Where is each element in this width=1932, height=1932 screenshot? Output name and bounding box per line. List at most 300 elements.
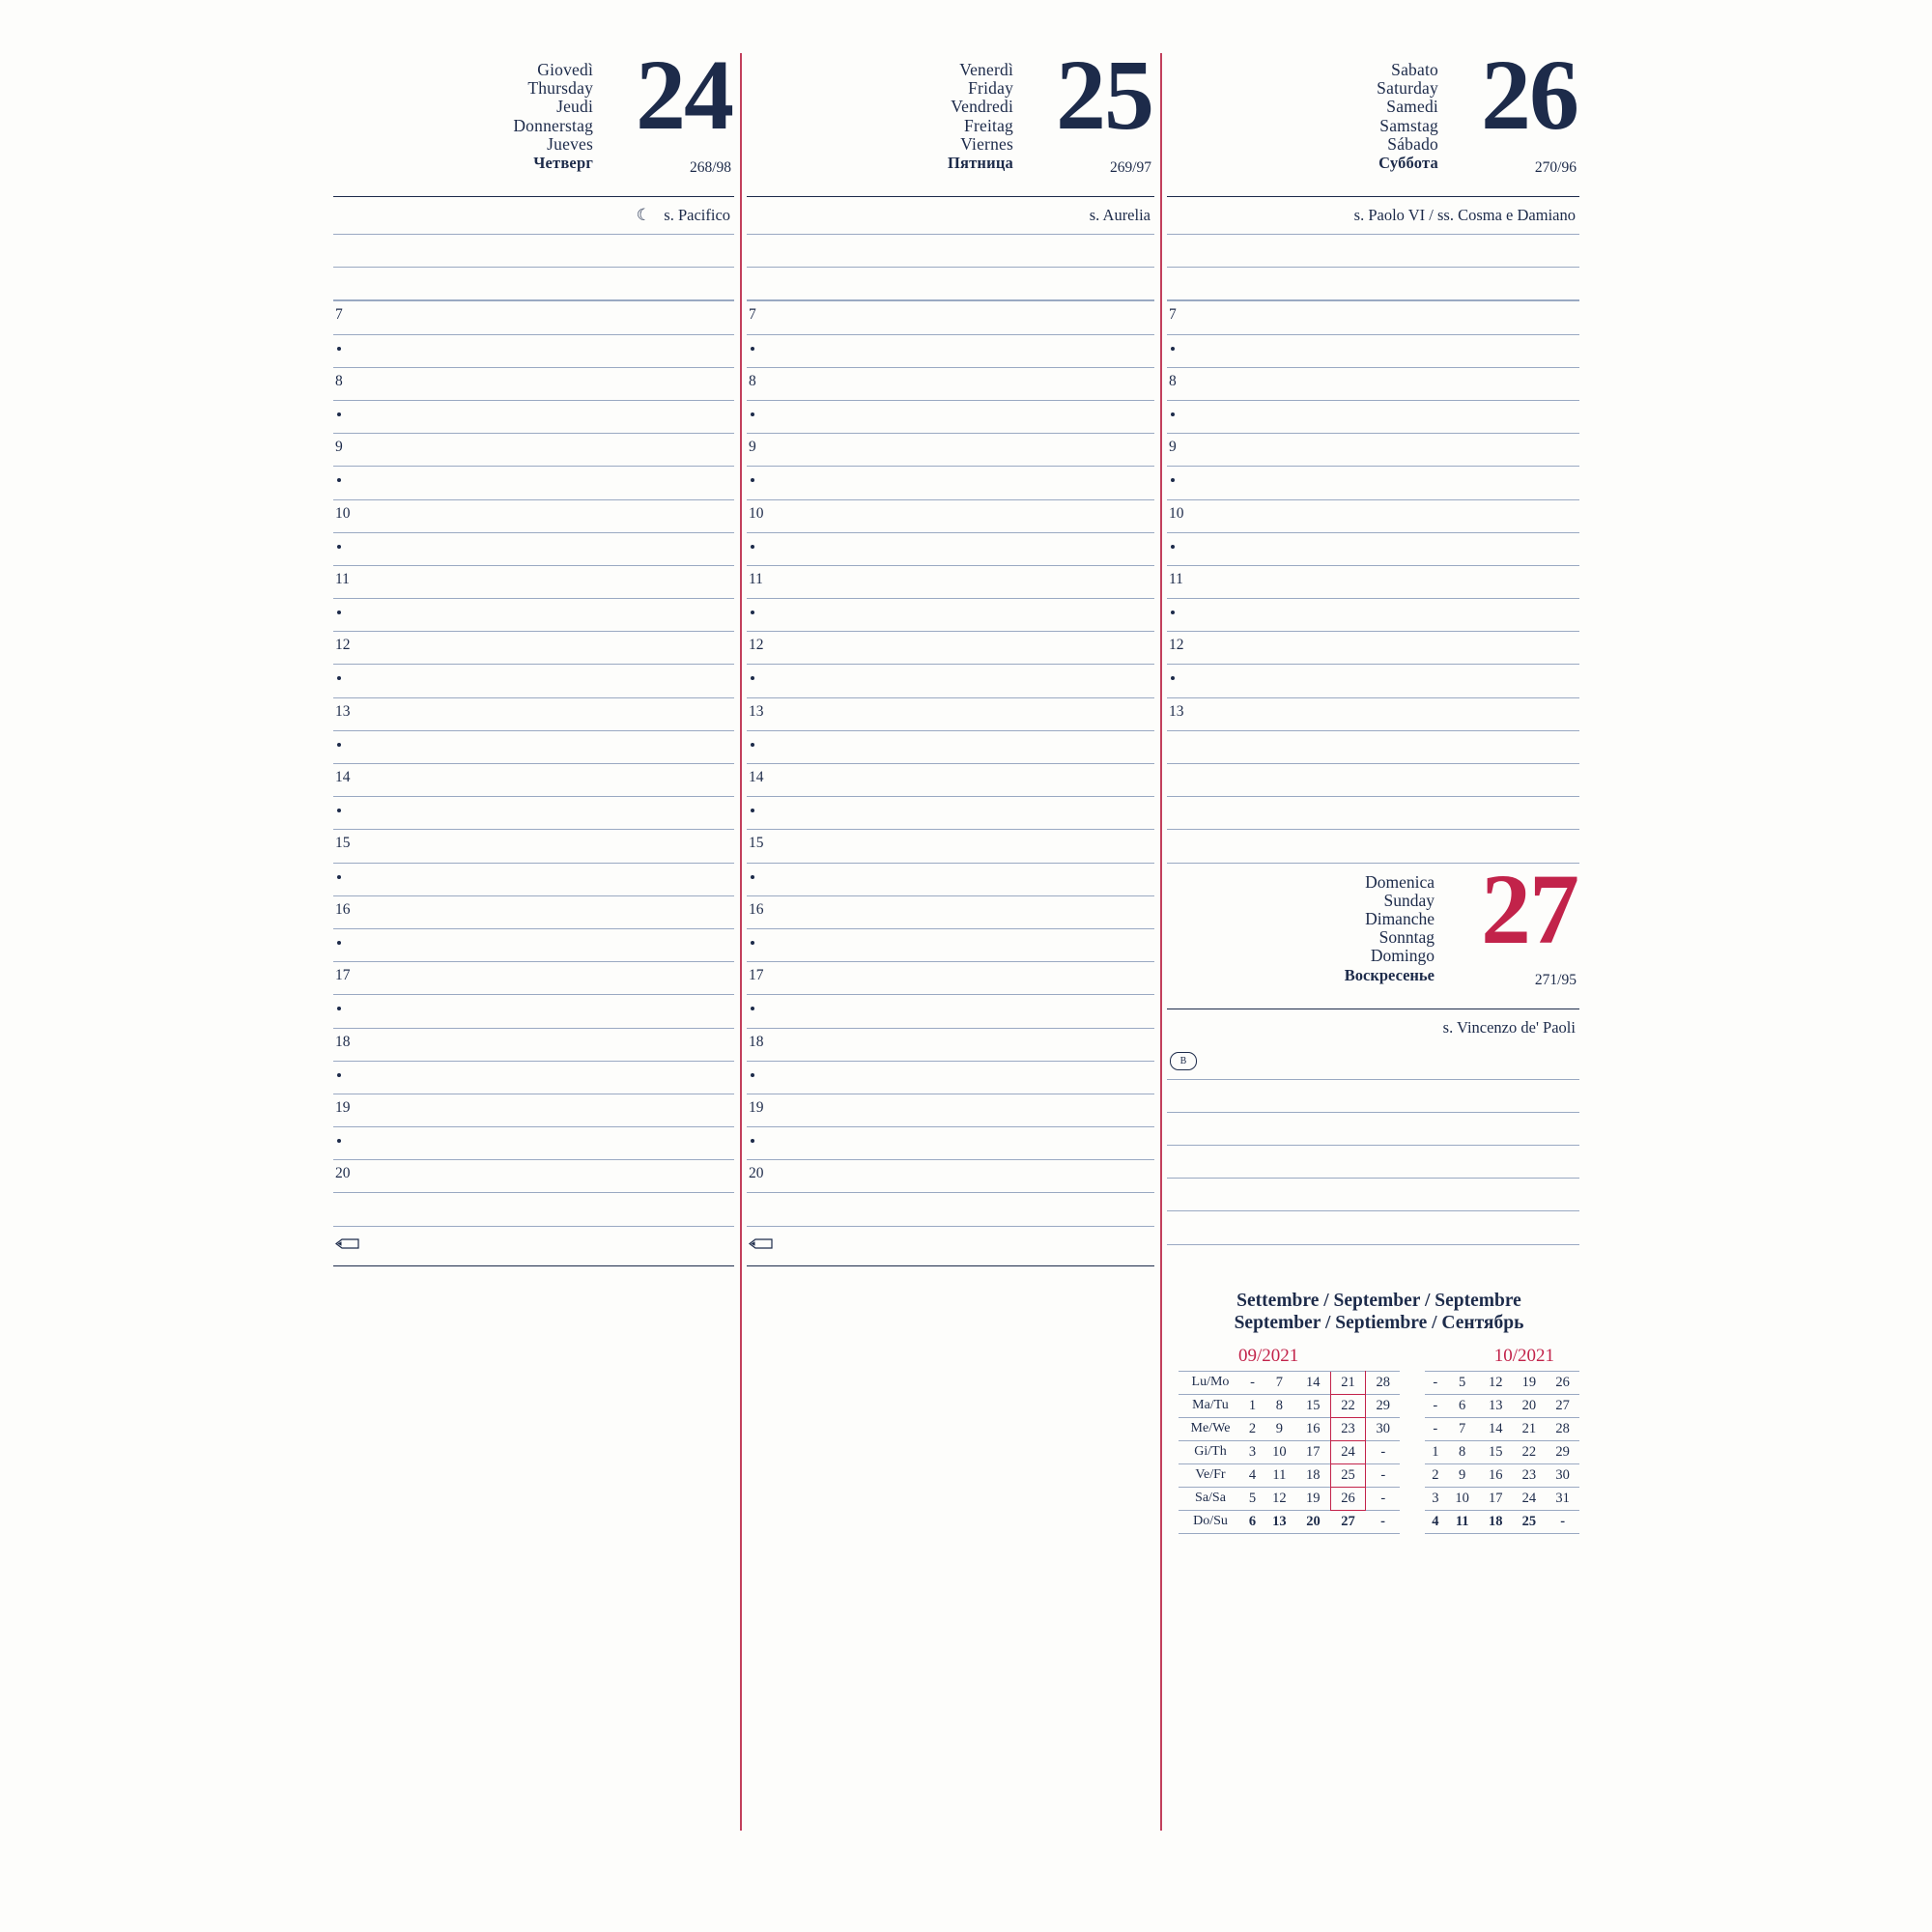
free-row[interactable] (1167, 731, 1579, 764)
day-name-ru: Пятница (947, 154, 1014, 173)
day-header-24 (333, 40, 734, 196)
half-hour-slot (747, 335, 1154, 368)
hour-label: 11 (1168, 570, 1183, 587)
day-name-es: Domingo (1370, 946, 1435, 966)
hour-label: 17 (749, 967, 764, 984)
hour-label: 20 (335, 1165, 351, 1182)
hour-slot (333, 962, 734, 995)
mini-calendar-gap (1400, 1417, 1425, 1440)
hour-label: 11 (335, 570, 350, 587)
day-header-26 (1167, 40, 1579, 196)
free-row[interactable] (333, 268, 734, 300)
half-hour-dot (751, 611, 754, 614)
mini-calendar-cell[interactable]: 14 (1479, 1417, 1513, 1440)
half-hour-dot (337, 809, 341, 812)
mini-calendar-cell[interactable]: 12 (1479, 1371, 1513, 1394)
day-name-fr: Jeudi (556, 97, 594, 117)
half-hour-dot (1171, 347, 1175, 351)
day-column-weekend (1167, 40, 1579, 1869)
saint-row-25 (747, 197, 1154, 234)
mini-calendar-cell[interactable]: 12 (1263, 1487, 1296, 1510)
half-hour-dot (337, 545, 341, 549)
mini-calendar-cell[interactable]: 21 (1513, 1417, 1547, 1440)
free-row[interactable] (747, 1193, 1154, 1226)
mini-calendar-cell[interactable]: 8 (1445, 1440, 1479, 1463)
free-row[interactable] (1167, 1146, 1579, 1179)
hour-slot (747, 830, 1154, 863)
mini-calendar-cell[interactable]: 7 (1263, 1371, 1296, 1394)
hour-slot (333, 500, 734, 533)
mini-calendar-cell[interactable]: 2 (1425, 1463, 1445, 1487)
half-hour-dot (751, 478, 754, 482)
mini-calendar-cell[interactable]: 27 (1546, 1394, 1579, 1417)
hour-slot (747, 764, 1154, 797)
half-hour-slot (747, 797, 1154, 830)
day-name-es: Sábado (1387, 133, 1438, 154)
half-hour-slot (1167, 401, 1579, 434)
hour-label: 9 (749, 439, 756, 456)
hour-label: 16 (335, 900, 351, 918)
mini-calendar-row (1179, 1371, 1579, 1394)
day-number-26: 26 (1480, 40, 1577, 151)
planner-sheet (333, 40, 1579, 1869)
mini-calendar-gap (1400, 1487, 1425, 1510)
mini-calendar-cell[interactable]: 6 (1445, 1394, 1479, 1417)
free-row[interactable] (1167, 1080, 1579, 1113)
free-row[interactable] (1167, 1179, 1579, 1211)
pen-icon (749, 1236, 774, 1251)
mini-calendar-cell[interactable]: 23 (1513, 1463, 1547, 1487)
hour-slot (333, 764, 734, 797)
hour-slot (333, 1094, 734, 1127)
mini-calendar-gap (1400, 1440, 1425, 1463)
saint-name-26: s. Paolo VI / ss. Cosma e Damiano (1353, 206, 1576, 224)
half-hour-slot (333, 1127, 734, 1160)
hour-slot (1167, 301, 1579, 334)
hour-label: 10 (1168, 504, 1184, 522)
mini-calendar-cell[interactable]: 14 (1296, 1371, 1331, 1394)
mini-calendar-cell[interactable]: 5 (1445, 1371, 1479, 1394)
hour-slot (747, 500, 1154, 533)
half-hour-slot (747, 731, 1154, 764)
mini-calendar-cell[interactable]: 16 (1479, 1463, 1513, 1487)
hour-slot (333, 368, 734, 401)
mini-calendar-cell[interactable]: - (1366, 1463, 1401, 1487)
mini-calendar-cell[interactable]: 1 (1425, 1440, 1445, 1463)
mini-calendar-cell[interactable]: - (1425, 1417, 1445, 1440)
half-hour-slot (333, 864, 734, 896)
half-hour-slot (747, 401, 1154, 434)
half-hour-slot (1167, 665, 1579, 697)
mini-calendar-daylabel: Ve/Fr (1179, 1463, 1242, 1487)
mini-calendar-cell[interactable]: - (1366, 1440, 1401, 1463)
half-hour-slot (747, 1127, 1154, 1160)
mini-calendar-cell[interactable]: 10 (1445, 1487, 1479, 1510)
hour-label: 15 (749, 835, 764, 852)
mini-calendar-cell[interactable]: 1 (1242, 1394, 1263, 1417)
mini-calendar-cell[interactable]: 15 (1479, 1440, 1513, 1463)
hour-slot (333, 698, 734, 731)
mini-calendar-cell[interactable]: 20 (1513, 1394, 1547, 1417)
hour-slot (747, 1160, 1154, 1193)
day-names-24 (513, 61, 593, 172)
day-name-de: Sonntag (1378, 927, 1435, 948)
mini-calendar-daylabel: Lu/Mo (1179, 1371, 1242, 1394)
mini-calendar-cell[interactable]: - (1242, 1371, 1263, 1394)
mini-calendar-title-line1: Settembre / September / Septembre (1236, 1290, 1521, 1311)
half-hour-slot (333, 467, 734, 499)
day-name-fr: Dimanche (1365, 908, 1435, 928)
half-hour-dot (751, 743, 754, 747)
waning-moon-icon: ☾ (636, 206, 652, 224)
half-hour-slot (333, 533, 734, 566)
hour-label: 18 (749, 1033, 764, 1050)
day-names-26 (1377, 61, 1438, 172)
mini-calendar-months (1179, 1346, 1579, 1367)
half-hour-slot (1167, 335, 1579, 368)
day-name-de: Freitag (964, 115, 1014, 135)
mini-calendar-cell[interactable]: 18 (1479, 1510, 1513, 1533)
mini-calendar-title-line2: September / Septiembre / Сентябрь (1234, 1312, 1524, 1333)
day-counter-26: 270/96 (1534, 159, 1577, 176)
sunday-block (1167, 853, 1579, 1245)
hour-slot (333, 896, 734, 929)
day-counter-27: 271/95 (1534, 971, 1577, 988)
mini-calendar-cell[interactable]: 31 (1546, 1487, 1579, 1510)
mini-calendar-cell[interactable]: 23 (1330, 1417, 1366, 1440)
note-icon-row (1167, 1046, 1579, 1080)
half-hour-dot (1171, 412, 1175, 416)
hour-slot (333, 434, 734, 467)
hour-label: 20 (749, 1165, 764, 1182)
hour-label: 12 (749, 637, 764, 654)
hour-label: 13 (335, 702, 351, 720)
hour-label: 9 (335, 439, 343, 456)
saint-row-24 (333, 197, 734, 234)
day-header-25 (747, 40, 1154, 196)
mini-calendar-cell[interactable]: 9 (1263, 1417, 1296, 1440)
day-name-es: Jueves (547, 133, 594, 154)
hour-slot (333, 632, 734, 665)
mini-calendar-daylabel: Sa/Sa (1179, 1487, 1242, 1510)
day-column-friday (747, 40, 1154, 1869)
mini-calendar-cell[interactable]: 2 (1242, 1417, 1263, 1440)
day-name-it: Venerdì (959, 60, 1014, 79)
mini-calendar-cell[interactable]: 25 (1513, 1510, 1547, 1533)
mini-calendar-cell[interactable]: 7 (1445, 1417, 1479, 1440)
day-columns (333, 40, 1579, 1869)
hour-slot (333, 1029, 734, 1062)
half-hour-dot (751, 412, 754, 416)
mini-calendar-cell[interactable]: - (1425, 1394, 1445, 1417)
mini-calendar-cell[interactable]: 16 (1296, 1417, 1331, 1440)
saint-name-25: s. Aurelia (1089, 206, 1151, 224)
half-hour-dot (337, 743, 341, 747)
half-hour-dot (1171, 676, 1175, 680)
mini-calendar-cell[interactable]: 4 (1425, 1510, 1445, 1533)
mini-calendar-cell[interactable]: - (1366, 1487, 1401, 1510)
hour-label: 14 (335, 769, 351, 785)
half-hour-slot (333, 1062, 734, 1094)
mini-calendar-cell[interactable]: 15 (1296, 1394, 1331, 1417)
day-names-25 (948, 61, 1013, 172)
half-hour-slot (747, 533, 1154, 566)
day-name-en: Saturday (1377, 78, 1438, 99)
mini-calendar-row (1179, 1463, 1579, 1487)
mini-calendar-gap (1400, 1394, 1425, 1417)
day-name-de: Samstag (1379, 115, 1438, 135)
hour-slot (1167, 566, 1579, 599)
half-hour-dot (751, 809, 754, 812)
saint-row-26 (1167, 197, 1579, 234)
hour-label: 17 (335, 967, 351, 984)
mini-calendar-cell[interactable]: 26 (1546, 1371, 1579, 1394)
half-hour-dot (337, 1139, 341, 1143)
hour-slot (747, 1094, 1154, 1127)
mini-calendar-cell[interactable]: 30 (1366, 1417, 1401, 1440)
half-hour-slot (333, 995, 734, 1028)
half-hour-slot (747, 995, 1154, 1028)
mini-calendar-cell[interactable]: 4 (1242, 1463, 1263, 1487)
hour-slot (747, 368, 1154, 401)
mini-month-right: 10/2021 (1493, 1345, 1554, 1366)
pen-row-24 (333, 1227, 734, 1265)
half-hour-slot (1167, 467, 1579, 499)
mini-calendar-daylabel: Ma/Tu (1179, 1394, 1242, 1417)
half-hour-slot (333, 401, 734, 434)
mini-calendar-cell[interactable]: 11 (1445, 1510, 1479, 1533)
mini-calendar-daylabel: Gi/Th (1179, 1440, 1242, 1463)
half-hour-dot (751, 545, 754, 549)
free-row[interactable] (1167, 234, 1579, 268)
half-hour-dot (751, 875, 754, 879)
pen-icon (335, 1236, 360, 1251)
mini-calendar-cell[interactable]: 13 (1479, 1394, 1513, 1417)
column-bottom-rule (333, 1265, 734, 1266)
mini-calendar-cell[interactable]: 26 (1330, 1487, 1366, 1510)
half-hour-dot (1171, 545, 1175, 549)
hour-label: 7 (335, 306, 343, 324)
mini-calendar-cell[interactable]: 8 (1263, 1394, 1296, 1417)
hour-slot (747, 896, 1154, 929)
half-hour-dot (751, 676, 754, 680)
mini-calendar-cell[interactable]: 24 (1513, 1487, 1547, 1510)
hour-slot (747, 962, 1154, 995)
mini-calendar-cell[interactable]: 17 (1479, 1487, 1513, 1510)
day-name-ru: Воскресенье (1344, 965, 1435, 984)
half-hour-dot (337, 1007, 341, 1010)
mini-calendar-cell[interactable]: 20 (1296, 1510, 1331, 1533)
half-hour-slot (333, 797, 734, 830)
free-row[interactable] (1167, 1113, 1579, 1146)
day-names-27 (1345, 873, 1435, 984)
hour-grid-24 (333, 300, 734, 1226)
hour-slot (1167, 632, 1579, 665)
day-name-en: Friday (968, 78, 1014, 99)
mini-calendar-cell[interactable]: 11 (1263, 1463, 1296, 1487)
half-hour-slot (747, 599, 1154, 632)
hour-slot (747, 434, 1154, 467)
half-hour-slot (333, 665, 734, 697)
half-hour-dot (337, 875, 341, 879)
half-hour-dot (751, 1007, 754, 1010)
half-hour-dot (337, 676, 341, 680)
pen-row-25 (747, 1227, 1154, 1265)
day-name-fr: Vendredi (951, 97, 1014, 117)
mini-calendar-cell[interactable]: 18 (1296, 1463, 1331, 1487)
hour-slot (747, 566, 1154, 599)
hour-slot (333, 566, 734, 599)
hour-label: 8 (335, 372, 343, 389)
mini-calendar-cell[interactable]: 29 (1546, 1440, 1579, 1463)
half-hour-slot (333, 599, 734, 632)
mini-calendar-gap (1400, 1463, 1425, 1487)
mini-calendar-cell[interactable]: 9 (1445, 1463, 1479, 1487)
half-hour-dot (337, 412, 341, 416)
mini-calendar-cell[interactable]: 29 (1366, 1394, 1401, 1417)
hour-label: 7 (749, 306, 756, 324)
free-row[interactable] (333, 1193, 734, 1226)
mini-calendar-cell[interactable]: - (1425, 1371, 1445, 1394)
day-name-ru: Четверг (533, 154, 594, 173)
mini-calendar-row (1179, 1510, 1579, 1533)
sunday-free-grid (1167, 1080, 1579, 1245)
half-hour-slot (747, 665, 1154, 697)
hour-label: 16 (749, 900, 764, 918)
day-counter-24: 268/98 (689, 159, 732, 176)
hour-label: 12 (335, 637, 351, 654)
mini-calendar-cell[interactable]: 30 (1546, 1463, 1579, 1487)
hour-slot (333, 301, 734, 334)
hour-label: 15 (335, 835, 351, 852)
free-row[interactable] (1167, 764, 1579, 797)
mini-calendar-cell[interactable]: - (1366, 1510, 1401, 1533)
hour-grid-26 (1167, 300, 1579, 863)
mini-calendar-gap (1400, 1371, 1425, 1394)
hour-slot (1167, 434, 1579, 467)
mini-calendar-cell[interactable]: 3 (1242, 1440, 1263, 1463)
mini-calendar-row (1179, 1394, 1579, 1417)
mini-calendar-cell[interactable]: 10 (1263, 1440, 1296, 1463)
mini-calendar-cell[interactable]: 28 (1366, 1371, 1401, 1394)
half-hour-slot (747, 1062, 1154, 1094)
hour-slot (747, 632, 1154, 665)
hour-label: 14 (749, 769, 764, 785)
mini-calendar-cell[interactable]: 21 (1330, 1371, 1366, 1394)
mini-calendar-cell[interactable]: 13 (1263, 1510, 1296, 1533)
hour-slot (333, 1160, 734, 1193)
free-row[interactable] (1167, 268, 1579, 300)
mini-calendar-row (1179, 1440, 1579, 1463)
day-name-it: Sabato (1391, 60, 1438, 79)
mini-calendar-cell[interactable]: 19 (1513, 1371, 1547, 1394)
day-name-it: Giovedì (537, 60, 594, 79)
hour-grid-25 (747, 300, 1154, 1226)
saint-row-27 (1167, 1009, 1579, 1046)
mini-calendar-row (1179, 1487, 1579, 1510)
day-number-24: 24 (636, 40, 733, 151)
mini-calendar-cell[interactable]: 3 (1425, 1487, 1445, 1510)
column-divider (734, 53, 747, 1869)
day-name-it: Domenica (1365, 871, 1435, 892)
column-divider (1154, 53, 1167, 1869)
day-name-en: Thursday (527, 78, 594, 99)
half-hour-dot (337, 611, 341, 614)
hour-slot (747, 698, 1154, 731)
saint-name-27: s. Vincenzo de' Paoli (1442, 1017, 1576, 1037)
half-hour-dot (337, 941, 341, 945)
hour-label: 12 (1168, 637, 1184, 654)
half-hour-slot (333, 929, 734, 962)
mini-calendar-cell[interactable]: - (1546, 1510, 1579, 1533)
hour-label: 19 (335, 1098, 351, 1116)
hour-slot (1167, 698, 1579, 731)
mini-calendar-daylabel: Me/We (1179, 1417, 1242, 1440)
hour-label: 18 (335, 1033, 351, 1050)
free-row[interactable] (1167, 797, 1579, 830)
mini-calendar-cell[interactable]: 22 (1330, 1394, 1366, 1417)
mini-calendar-cell[interactable]: 5 (1242, 1487, 1263, 1510)
day-name-de: Donnerstag (513, 115, 594, 135)
half-hour-slot (333, 731, 734, 764)
mini-calendar-cell[interactable]: 22 (1513, 1440, 1547, 1463)
hour-label: 10 (335, 504, 351, 522)
day-name-fr: Samedi (1386, 97, 1438, 117)
day-name-ru: Суббота (1378, 154, 1438, 173)
half-hour-dot (1171, 478, 1175, 482)
half-hour-slot (747, 929, 1154, 962)
hour-label: 9 (1168, 439, 1177, 456)
mini-calendar-cell[interactable]: 27 (1330, 1510, 1366, 1533)
mini-calendar-cell[interactable]: 19 (1296, 1487, 1331, 1510)
hour-slot (747, 1029, 1154, 1062)
free-row[interactable] (747, 268, 1154, 300)
day-header-27 (1167, 853, 1579, 1009)
mini-calendar-daylabel: Do/Su (1179, 1510, 1242, 1533)
free-row[interactable] (747, 234, 1154, 268)
saint-name-24: s. Pacifico (664, 206, 731, 224)
mini-calendar-cell[interactable]: 17 (1296, 1440, 1331, 1463)
hour-label: 19 (749, 1098, 764, 1116)
hour-slot (1167, 368, 1579, 401)
mini-month-left: 09/2021 (1237, 1345, 1299, 1366)
hour-label: 11 (749, 570, 763, 587)
half-hour-dot (751, 1073, 754, 1077)
hour-label: 8 (1168, 372, 1177, 389)
day-column-thursday (333, 40, 734, 1869)
mini-calendar-cell[interactable]: 25 (1330, 1463, 1366, 1487)
half-hour-slot (1167, 533, 1579, 566)
day-number-27: 27 (1480, 853, 1577, 965)
day-name-en: Sunday (1383, 890, 1435, 910)
mini-calendar-table (1179, 1371, 1579, 1534)
mini-calendar-cell[interactable]: 6 (1242, 1510, 1263, 1533)
hour-label: 8 (749, 372, 756, 389)
mini-calendar-cell[interactable]: 24 (1330, 1440, 1366, 1463)
free-row[interactable] (333, 234, 734, 268)
column-bottom-rule (747, 1265, 1154, 1266)
mini-calendar (1167, 1290, 1579, 1534)
mini-calendar-gap (1400, 1510, 1425, 1533)
hour-slot (333, 830, 734, 863)
hour-label: 13 (749, 702, 764, 720)
half-hour-dot (751, 1139, 754, 1143)
hour-slot (747, 301, 1154, 334)
day-counter-25: 269/97 (1109, 159, 1152, 176)
half-hour-dot (337, 1073, 341, 1077)
free-row[interactable] (1167, 1211, 1579, 1244)
mini-calendar-cell[interactable]: 28 (1546, 1417, 1579, 1440)
